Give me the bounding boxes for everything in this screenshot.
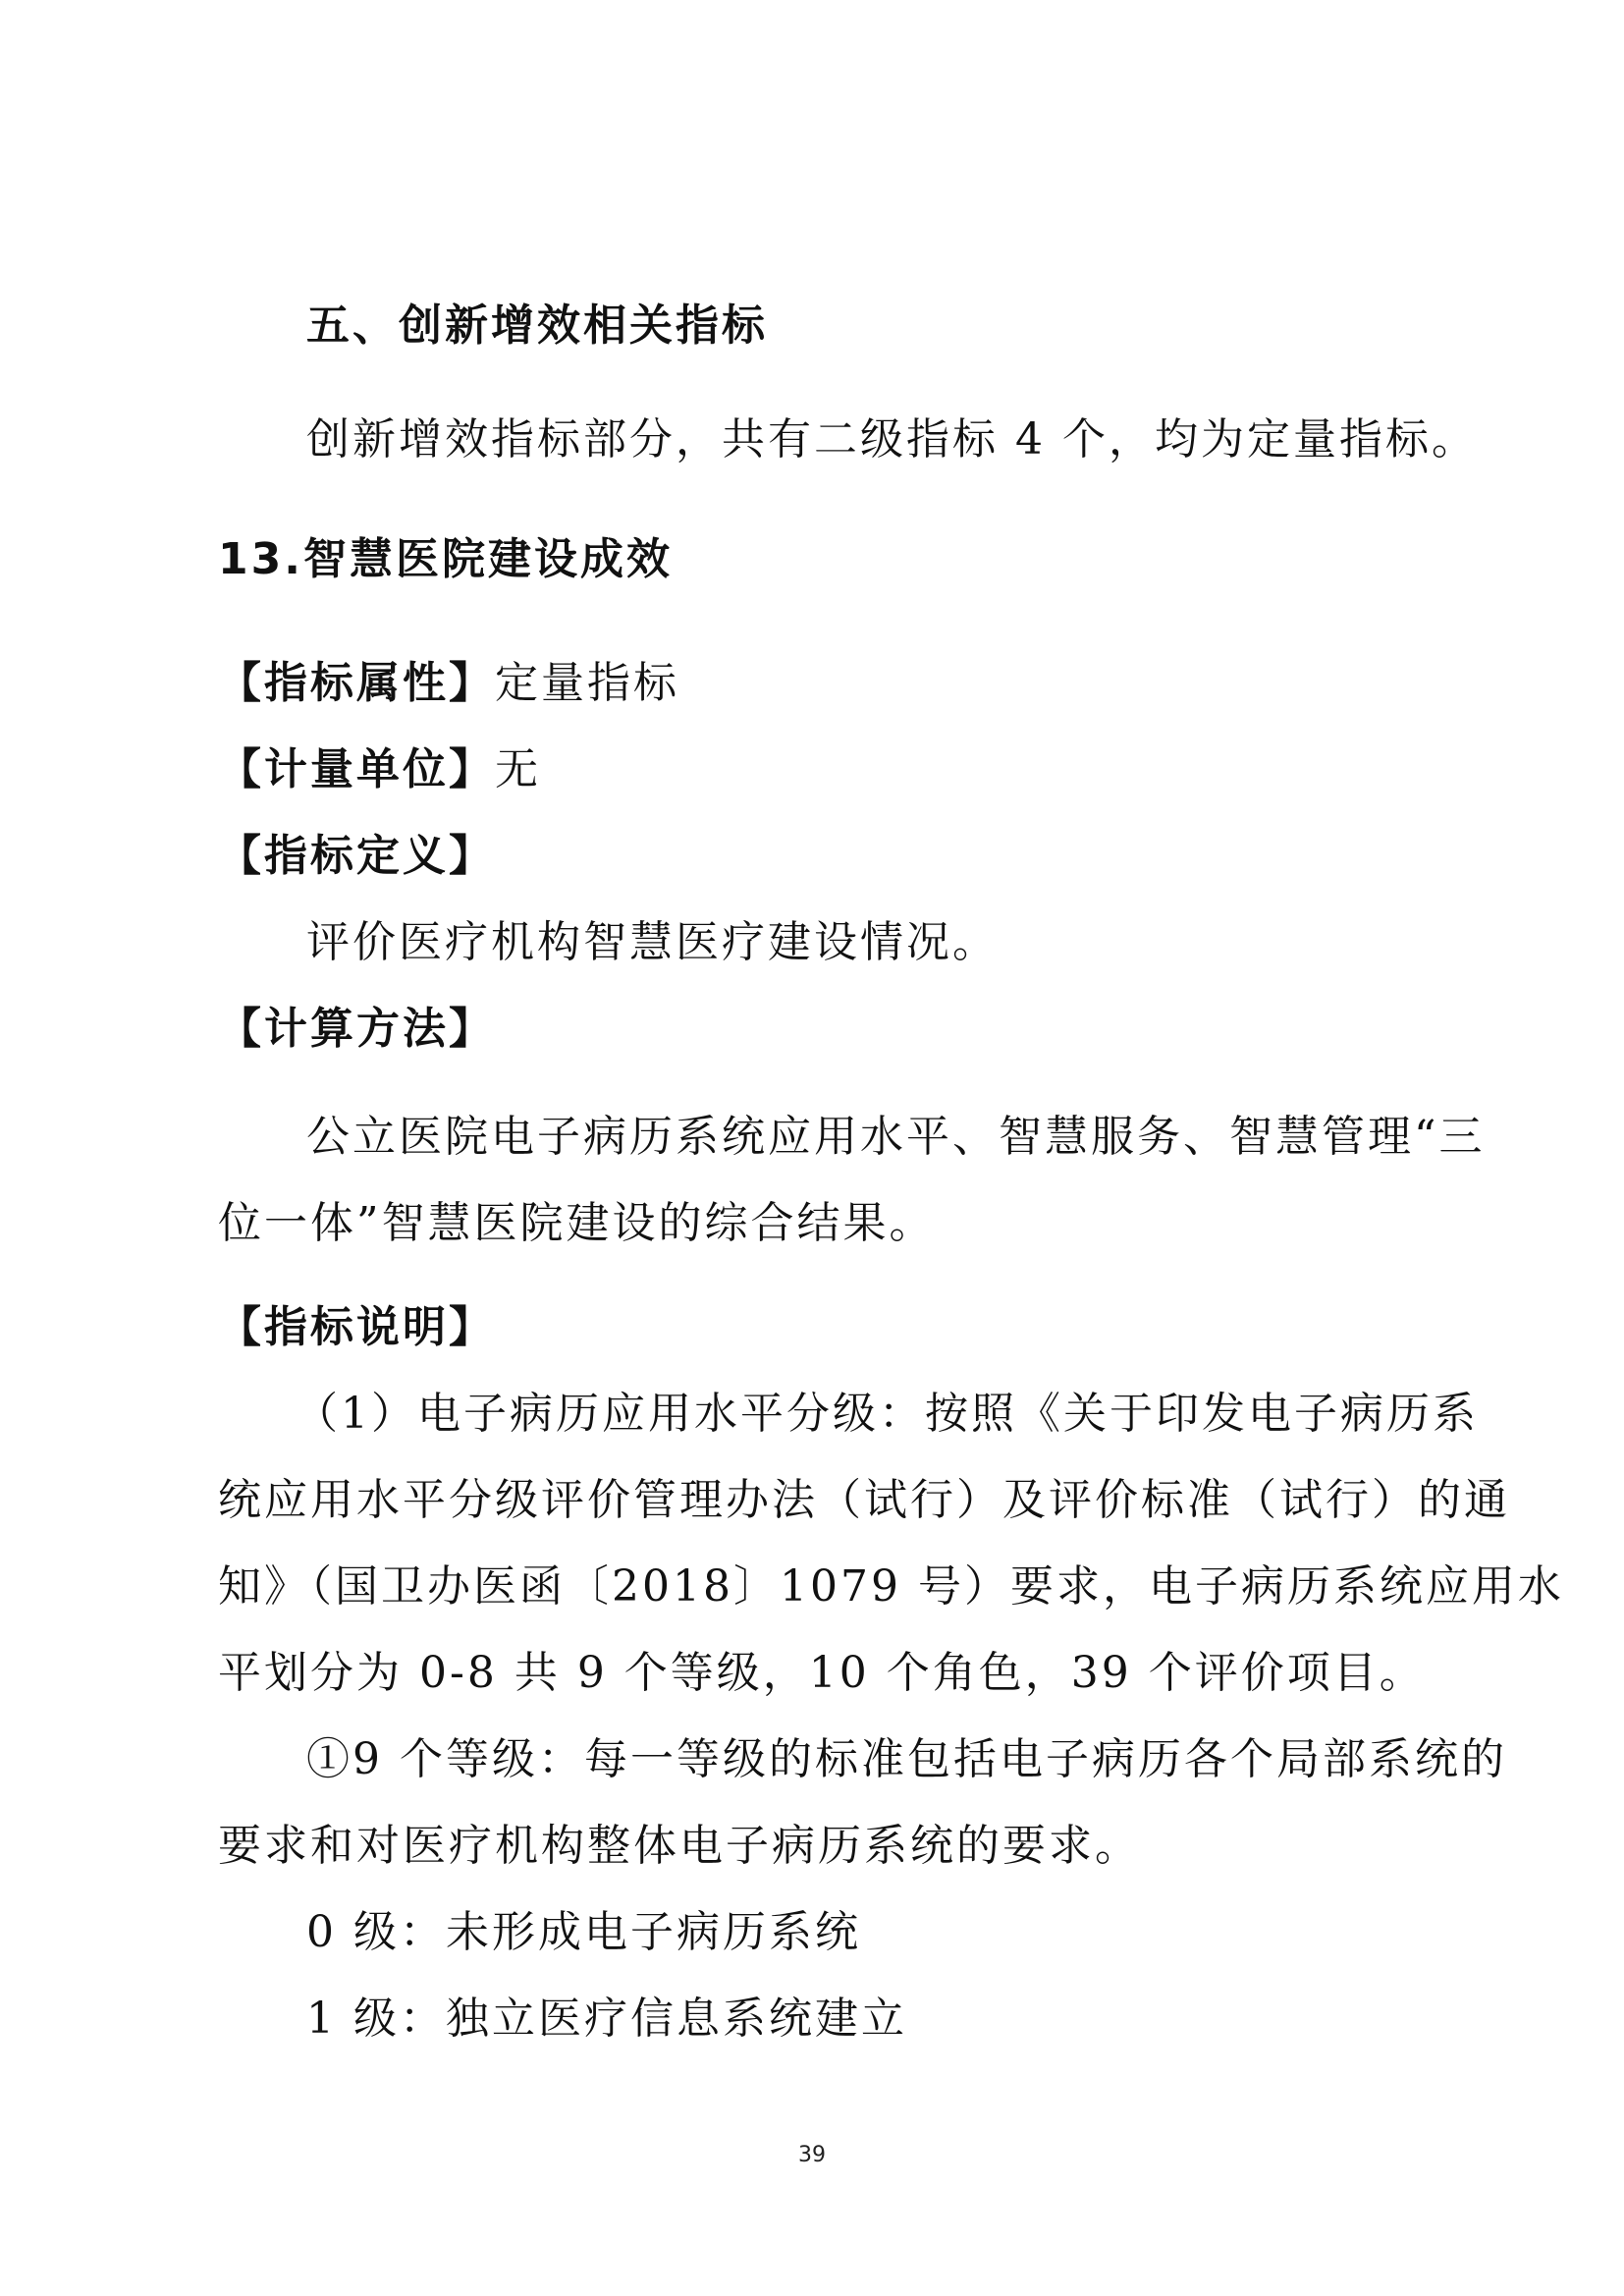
attribute-value: 定量指标	[495, 658, 679, 708]
levels-paragraph-line: ①9 个等级：每一等级的标准包括电子病历各个局部系统的	[306, 1734, 1507, 1784]
explanation-paragraph-line: 知》（国卫办医函〔2018〕1079 号）要求，电子病历系统应用水	[218, 1561, 1564, 1612]
method-line: 公立医院电子病历系统应用水平、智慧服务、智慧管理“三	[306, 1112, 1486, 1162]
page-number: 39	[798, 2143, 826, 2167]
explanation-paragraph-line: 平划分为 0-8 共 9 个等级，10 个角色，39 个评价项目。	[218, 1648, 1426, 1698]
explanation-paragraph-line: （1）电子病历应用水平分级：按照《关于印发电子病历系	[295, 1389, 1479, 1439]
attribute-label: 【指标属性】	[218, 658, 495, 708]
section-intro: 创新增效指标部分，共有二级指标 4 个，均为定量指标。	[306, 414, 1478, 465]
definition-text: 评价医疗机构智慧医疗建设情况。	[306, 917, 999, 967]
unit-value: 无	[495, 744, 541, 794]
explanation-paragraph-line: 统应用水平分级评价管理办法（试行）及评价标准（试行）的通	[218, 1475, 1510, 1525]
level-item: 0 级：未形成电子病历系统	[306, 1907, 861, 1957]
level-item: 1 级：独立医疗信息系统建立	[306, 1994, 907, 2044]
unit-row	[218, 740, 541, 799]
definition-label: 【指标定义】	[218, 831, 495, 881]
explanation-label: 【指标说明】	[218, 1302, 495, 1352]
unit-label: 【计量单位】	[218, 744, 495, 794]
method-label: 【计算方法】	[218, 1004, 495, 1054]
section-heading: 五、创新增效相关指标	[306, 301, 768, 351]
method-line: 位一体”智慧医院建设的综合结果。	[218, 1198, 936, 1248]
levels-paragraph-line: 要求和对医疗机构整体电子病历系统的要求。	[218, 1821, 1141, 1871]
attribute-row	[218, 654, 679, 713]
indicator-title: 13.智慧医院建设成效	[218, 534, 673, 584]
